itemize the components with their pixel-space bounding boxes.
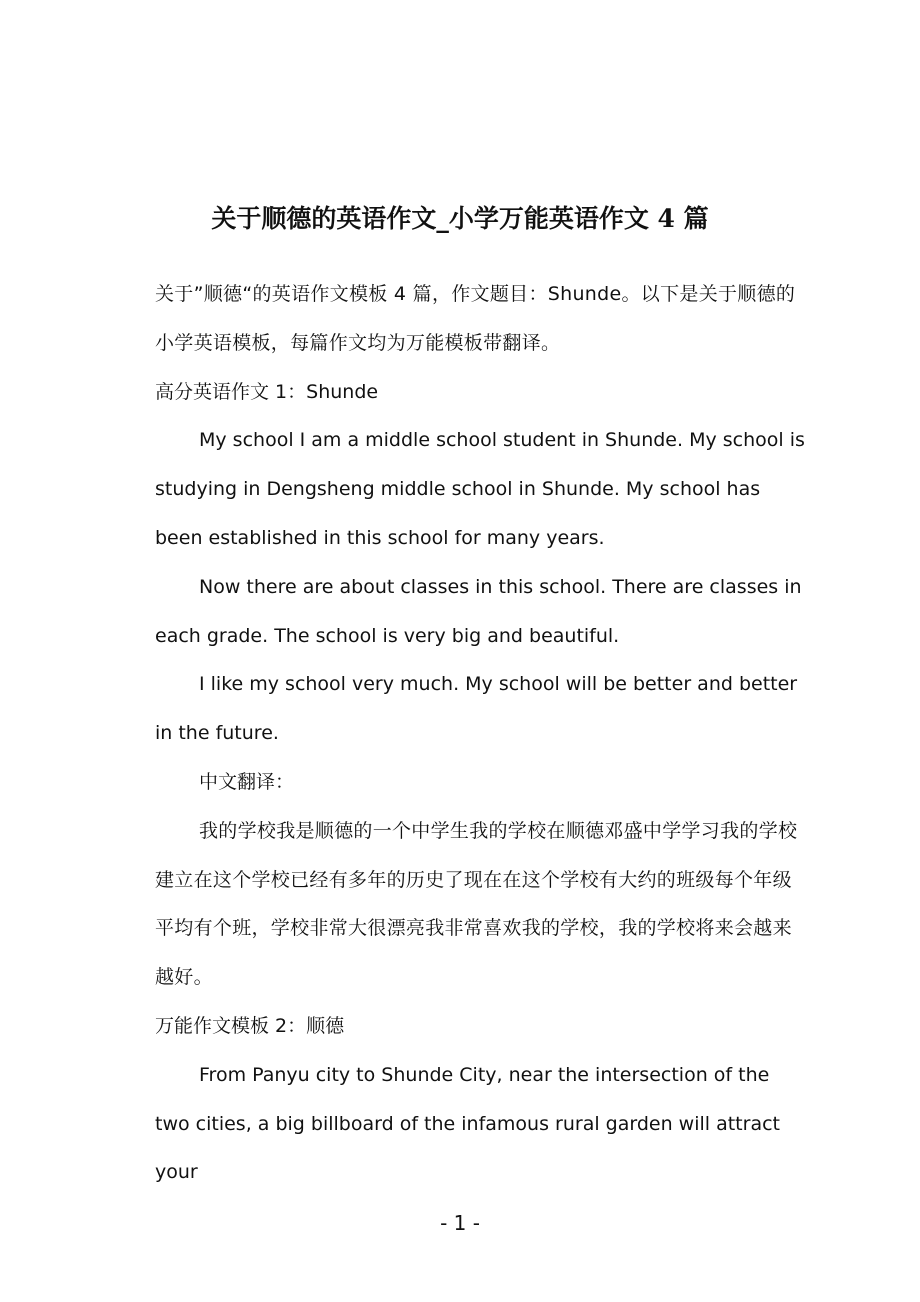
- translation-paragraph: 我的学校我是顺德的一个中学生我的学校在顺德邓盛中学学习我的学校建立在这个学校已经有多年的历史了现在在这个学校有大约的班级每个年级平均有个班，学校非常大很漂亮我非常喜欢我的学校，我的学校将来会越来越好。: [155, 819, 798, 989]
- intro-paragraph: 关于”顺德“的英语作文模板 4 篇，作文题目：Shunde。以下是关于顺德的小学英语模板，每篇作文均为万能模板带翻译。: [155, 283, 796, 354]
- essay1-heading: 高分英语作文 1：Shunde: [155, 380, 379, 403]
- essay2-paragraph-1: From Panyu city to Shunde City, near the intersection of the two cities, a big billboard of the infamous rural garden will attract your: [155, 1063, 780, 1184]
- document-title: 关于顺德的英语作文_小学万能英语作文 4 篇: [211, 204, 709, 233]
- translation-label: 中文翻译：: [199, 770, 295, 793]
- essay1-paragraph-3: I like my school very much. My school will be better and better in the future.: [155, 673, 798, 745]
- essay2-heading: 万能作文模板 2：顺德: [155, 1014, 345, 1037]
- essay1-paragraph-1: My school I am a middle school student in Shunde. My school is studying in Dengsheng middle school in Shunde. My school has been established in this school for many years.: [155, 429, 805, 549]
- page-number: - 1 -: [440, 1211, 480, 1235]
- document-body: [155, 270, 807, 1197]
- essay1-paragraph-2: Now there are about classes in this school. There are classes in each grade. The school is very big and beautiful.: [155, 575, 802, 647]
